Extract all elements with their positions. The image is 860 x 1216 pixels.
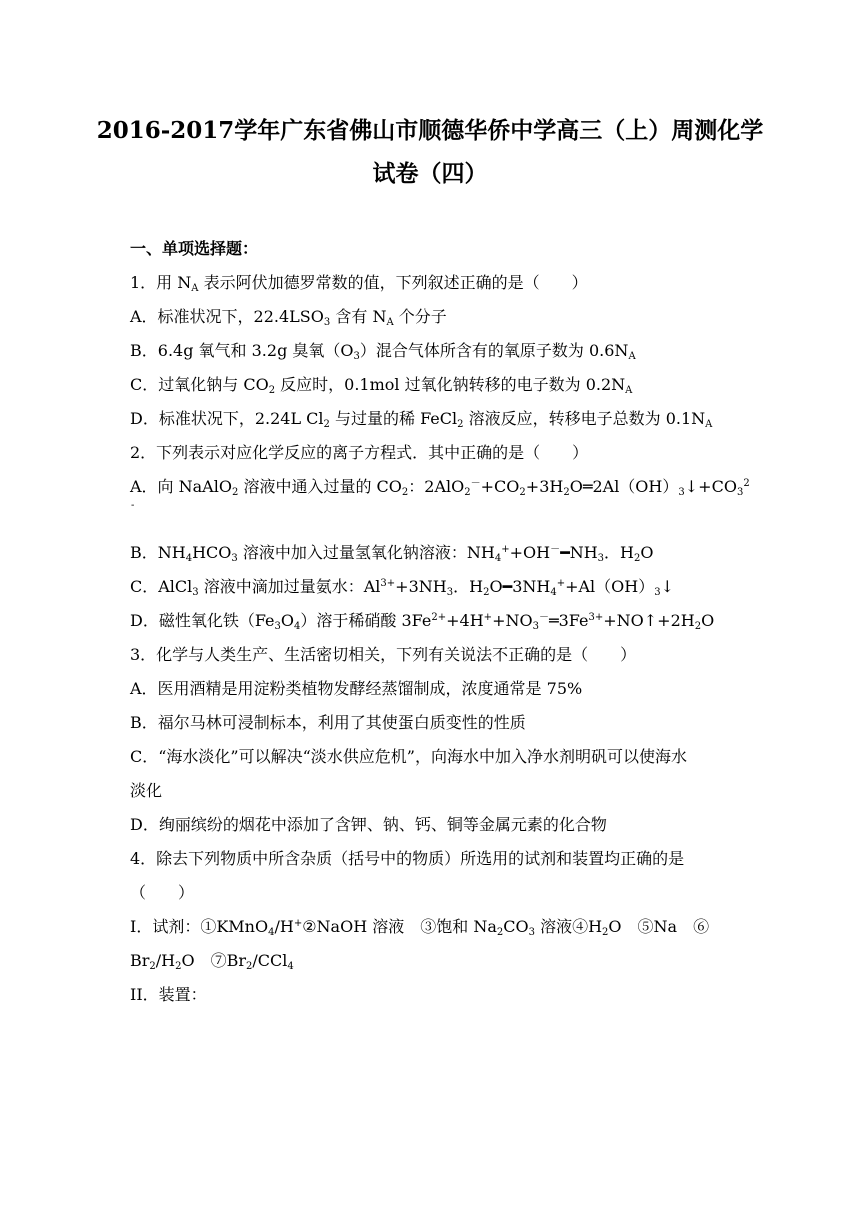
question-2-option-b: B．$NH_4HCO_3$ 溶液中加入过量氢氧化钠溶液：$NH_4^++OH^-━NH_3$．$H_2O$ [130, 543, 654, 564]
exam-title-line-1: 2016-2017学年广东省佛山市顺德华侨中学高三（上）周测化学 [96, 117, 764, 144]
question-1-option-c: C．过氧化钠与 $CO_2$ 反应时，0.1mol 过氧化钠转移的电子数为 $0.2N_A$ [130, 375, 633, 396]
question-4-stem-line-2: （ ） [130, 883, 195, 902]
question-4-stem-line-1: 4．除去下列物质中所含杂质（括号中的物质）所选用的试剂和装置均正确的是 [130, 849, 685, 868]
question-3-option-c-line-2: 淡化 [130, 781, 163, 800]
question-2-option-a: A．向 NaAlO$_2$ 溶液中通入过量的 $CO_2$：$2AlO_2^-+CO_2+3H_2O═2Al(OH)_3↓+CO_3^2$ [130, 477, 750, 498]
question-2-option-a-continuation: - [131, 500, 135, 511]
question-3-option-d: D．绚丽缤纷的烟花中添加了含钾、钠、钙、铜等金属元素的化合物 [130, 815, 607, 834]
question-4-apparatus-label: II．装置： [130, 985, 207, 1004]
question-4-reagents-line-2: $Br_2/H_2O$ $⑦Br_2/CCl_4$ [130, 951, 294, 972]
question-2-stem: 2．下列表示对应化学反应的离子方程式．其中正确的是（ ） [130, 443, 589, 462]
exam-title-line-2: 试卷（四） [372, 160, 488, 187]
question-3-option-a: A．医用酒精是用淀粉类植物发酵经蒸馏制成，浓度通常是 75% [130, 679, 583, 698]
question-3-stem: 3．化学与人类生产、生活密切相关，下列有关说法不正确的是（ ） [130, 645, 637, 664]
question-1-option-b: B．6.4g 氧气和 3.2g 臭氧$(O_3)$混合气体所含有的氧原子数为 $0.6N_A$ [130, 341, 636, 362]
question-4-reagents-line-1: I．试剂：①KMnO$_4$/H+②NaOH 溶液 ③饱和 $Na_2CO_3$ 溶液$④H_2O$ ⑤Na ⑥ [130, 917, 710, 938]
question-1-stem: 1．用 $N_A$ 表示阿伏加德罗常数的值，下列叙述正确的是（ ） [130, 273, 588, 294]
question-3-option-c-line-1: C．“海水淡化”可以解决“淡水供应危机”，向海水中加入净水剂明矾可以使海水 [130, 747, 687, 766]
question-2-option-d: D．磁性氧化铁$(Fe_3O_4)$溶于稀硝酸 $3Fe^{2+}+4H^++NO_3^-═3Fe^{3+}+NO↑+2H_2O$ [130, 611, 715, 632]
question-3-option-b: B．福尔马林可浸制标本，利用了其使蛋白质变性的性质 [130, 713, 526, 732]
question-2-option-c: C．AlCl$_3$ 溶液中滴加过量氨水：$Al^{3+}+3NH_3$．$H_2O━3NH_4^++Al(OH)_3↓$ [130, 577, 675, 598]
question-1-option-a: A．标准状况下，$22.4LSO_3$ 含有 $N_A$ 个分子 [130, 307, 447, 328]
question-1-option-d: D．标准状况下，2.24L $Cl_2$ 与过量的稀 FeCl$_2$ 溶液反应，转移电子总数为 $0.1N_A$ [130, 409, 713, 430]
section-heading: 一、单项选择题： [130, 239, 259, 258]
